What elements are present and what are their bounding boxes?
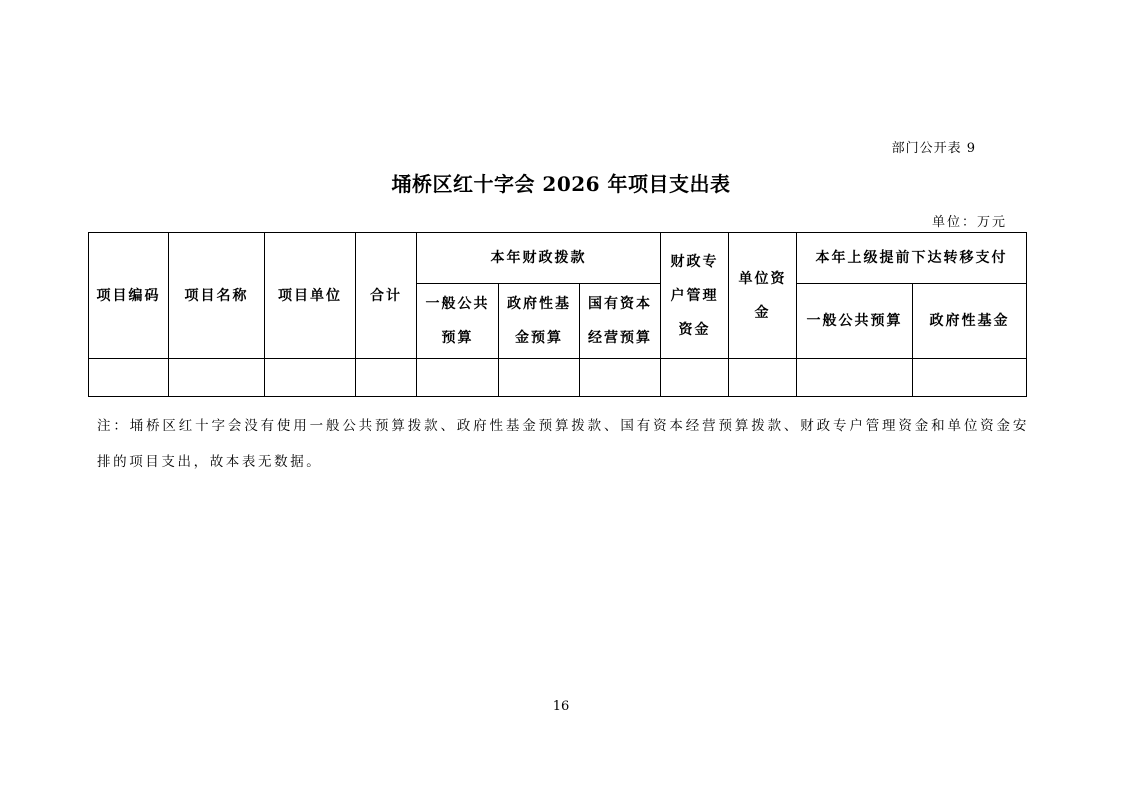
header-project-name: 项目名称 (169, 233, 265, 359)
unit-label: 单位：万元 (931, 215, 1007, 230)
table-cell (729, 359, 797, 397)
header-unit-fund: 单位资金 (729, 233, 797, 359)
header-total: 合计 (356, 233, 417, 359)
header-fiscal-appropriation: 本年财政拨款 (417, 233, 661, 284)
header-transfer-gov-fund: 政府性基金 (913, 284, 1027, 359)
header-state-capital-budget: 国有资本经营预算 (580, 284, 661, 359)
table-cell (797, 359, 913, 397)
table-cell (499, 359, 580, 397)
table-cell (417, 359, 499, 397)
header-project-code: 项目编码 (89, 233, 169, 359)
header-general-budget: 一般公共预算 (417, 284, 499, 359)
table-cell (913, 359, 1027, 397)
header-gov-fund-budget: 政府性基金预算 (499, 284, 580, 359)
table-note: 注：埇桥区红十字会没有使用一般公共预算拨款、政府性基金预算拨款、国有资本经营预算拨款、财政专户管理资金和单位资金安排的项目支出，故本表无数据。 (97, 418, 1029, 470)
table-cell (265, 359, 356, 397)
table-cell (356, 359, 417, 397)
page-title: 埇桥区红十字会 2026 年项目支出表 (391, 172, 731, 196)
table-row (89, 359, 1027, 397)
table-cell (580, 359, 661, 397)
header-transfer-payment: 本年上级提前下达转移支付 (797, 233, 1027, 284)
header-project-unit: 项目单位 (265, 233, 356, 359)
table-cell (169, 359, 265, 397)
form-number: 部门公开表 9 (891, 141, 976, 156)
table-cell (661, 359, 729, 397)
page-number: 16 (552, 699, 570, 714)
project-expenditure-table (88, 232, 1027, 397)
header-transfer-general-budget: 一般公共预算 (797, 284, 913, 359)
table-cell (89, 359, 169, 397)
header-special-account-fund: 财政专户管理资金 (661, 233, 729, 359)
